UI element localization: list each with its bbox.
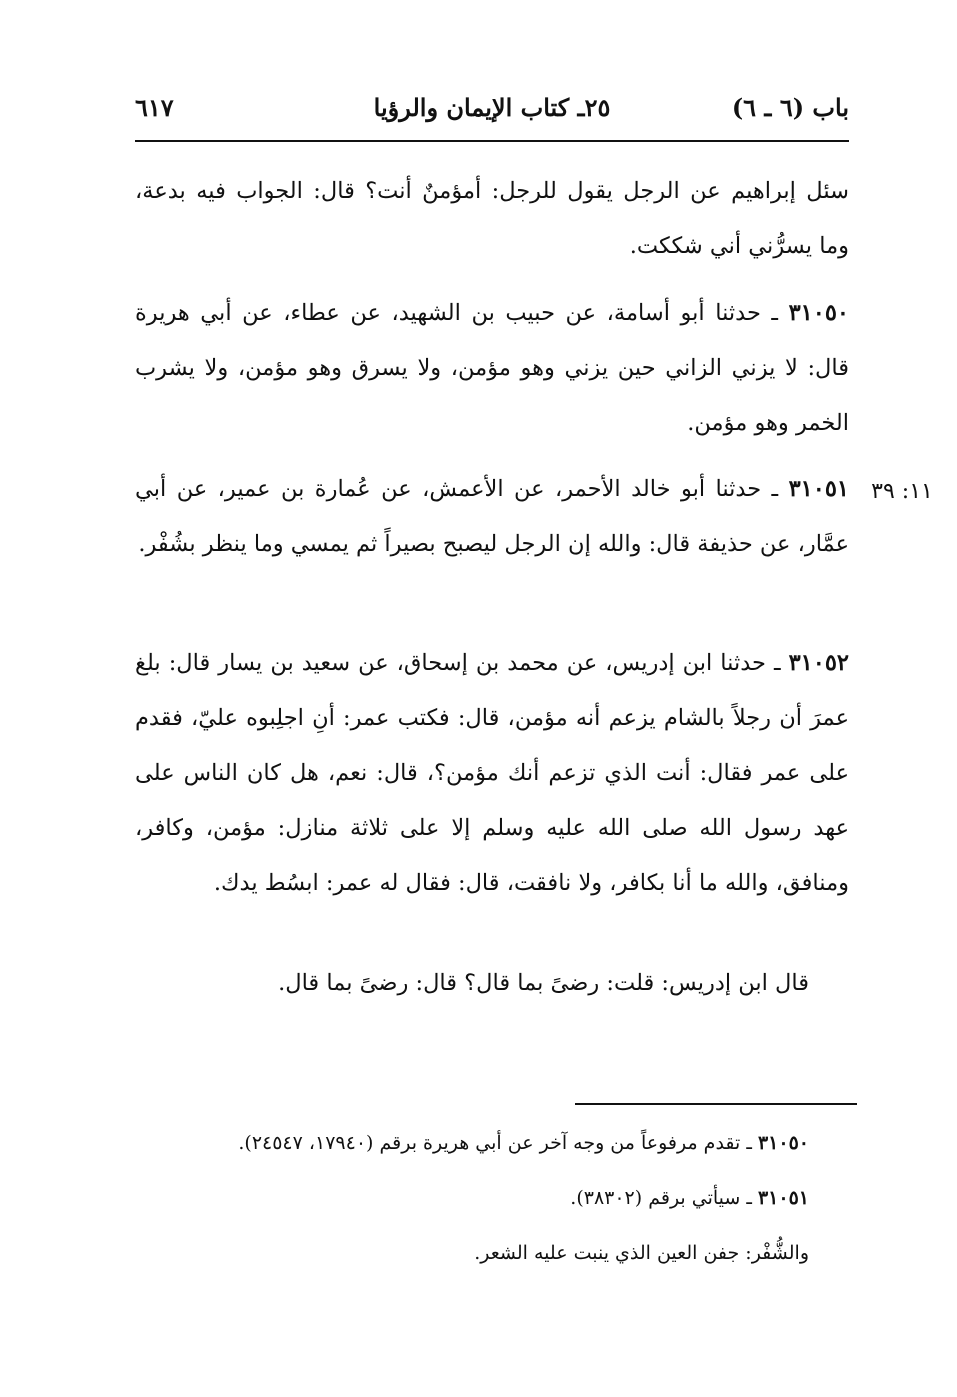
paragraph-ibn-idris (135, 956, 809, 1011)
hadith-number: ٣١٠٥٠ (788, 300, 849, 326)
hadith-31052 (135, 636, 849, 911)
hadith-text: ـ حدثنا ابن إدريس، عن محمد بن إسحاق، عن سعيد بن يسار قال: بلغ عمرَ أن رجلاً بالشام يزعم أنه مؤمن، قال: فكتب عمر: أنِ اجلِبوه عليّ، فقدم على عمر فقال: أنت الذي تزعم أنك مؤمن؟، قال: نعم، هل كان الناس على عهد رسول الله صلى الله عليه وسلم إلا على ثلاثة منازل: مؤمن، وكافر، ومنافق، والله ما أنا بكافر، ولا نافقت، قال: فقال له عمر: ابسُط يدك. (135, 650, 849, 896)
paragraph-intro (135, 164, 849, 274)
paragraph-text: قال ابن إدريس: قلت: رضىً بما قال؟ قال: رضىً بما قال. (278, 970, 809, 996)
hadith-number: ٣١٠٥١ (788, 476, 849, 502)
hadith-text: ـ حدثنا أبو خالد الأحمر، عن الأعمش، عن عُمارة بن عمير، عن أبي عمَّار، عن حذيفة قال: والله إن الرجل ليصبح بصيراً ثم يمسي وما ينظر بشُفْر. (135, 476, 849, 557)
hadith-31050 (135, 286, 849, 451)
footnote-number: ٣١٠٥٠ (757, 1132, 809, 1154)
chapter-heading: باب (٦ ـ ٦) (731, 93, 849, 122)
book-title: ٢٥ـ كتاب الإيمان والرؤيا (373, 93, 611, 122)
footnote-31051 (109, 1183, 809, 1213)
hadith-31051 (135, 462, 849, 572)
paragraph-text: سئل إبراهيم عن الرجل يقول للرجل: أمؤمنٌ أنت؟ قال: الجواب فيه بدعة، وما يسرُّني أني شككت. (135, 178, 849, 259)
header-divider (135, 140, 849, 142)
footnote-text: والشُّفْر: جفن العين الذي ينبت عليه الشعر. (474, 1242, 809, 1264)
hadith-number: ٣١٠٥٢ (788, 650, 849, 676)
footnote-glossary (109, 1238, 809, 1268)
footnote-divider (575, 1103, 857, 1105)
margin-reference: ١١: ٣٩ (871, 479, 933, 504)
hadith-text: ـ حدثنا أبو أسامة، عن حبيب بن الشهيد، عن عطاء، عن أبي هريرة قال: لا يزني الزاني حين يزني وهو مؤمن، ولا يسرق وهو مؤمن، ولا يشرب الخمر وهو مؤمن. (135, 300, 849, 436)
footnote-text: ـ تقدم مرفوعاً من وجه آخر عن أبي هريرة برقم (١٧٩٤٠، ٢٤٥٤٧). (238, 1132, 758, 1154)
footnote-number: ٣١٠٥١ (757, 1187, 809, 1209)
page-header (135, 88, 849, 128)
page-number: ٦١٧ (135, 93, 174, 122)
footnote-31050 (109, 1128, 809, 1158)
footnote-text: ـ سيأتي برقم (٣٨٣٠٢). (570, 1187, 758, 1209)
